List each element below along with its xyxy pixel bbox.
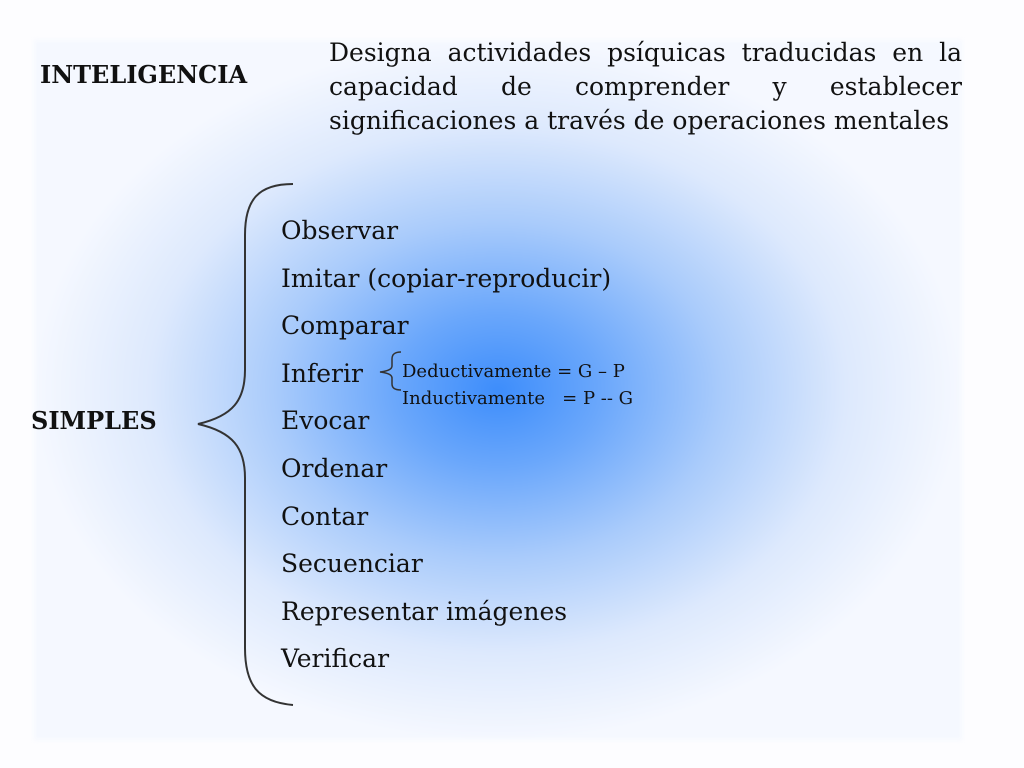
small-brace-icon <box>377 350 403 392</box>
list-item: Verificar <box>281 644 390 674</box>
operations-list <box>281 207 611 683</box>
list-item: Representar imágenes <box>281 596 568 626</box>
list-item: Ordenar <box>281 453 388 483</box>
list-item: Inductivamente = P -- G <box>402 388 634 409</box>
list-item: Imitar (copiar-reproducir) <box>281 263 612 293</box>
list-item: Inferir <box>281 358 363 388</box>
list-item: Secuenciar <box>281 549 423 579</box>
category-label: SIMPLES <box>31 406 157 435</box>
definition-text: Designa actividades psíquicas traducidas en la capacidad de comprender y establecer significaciones a través de operaciones mentales <box>329 38 962 135</box>
page-title: INTELIGENCIA <box>40 60 248 89</box>
list-item: Evocar <box>281 406 370 436</box>
list-item: Contar <box>281 501 369 531</box>
list-item: Comparar <box>281 311 409 341</box>
list-item: Deductivamente = G – P <box>402 361 625 382</box>
inferir-sublist <box>402 358 633 412</box>
list-item: Observar <box>281 216 399 245</box>
